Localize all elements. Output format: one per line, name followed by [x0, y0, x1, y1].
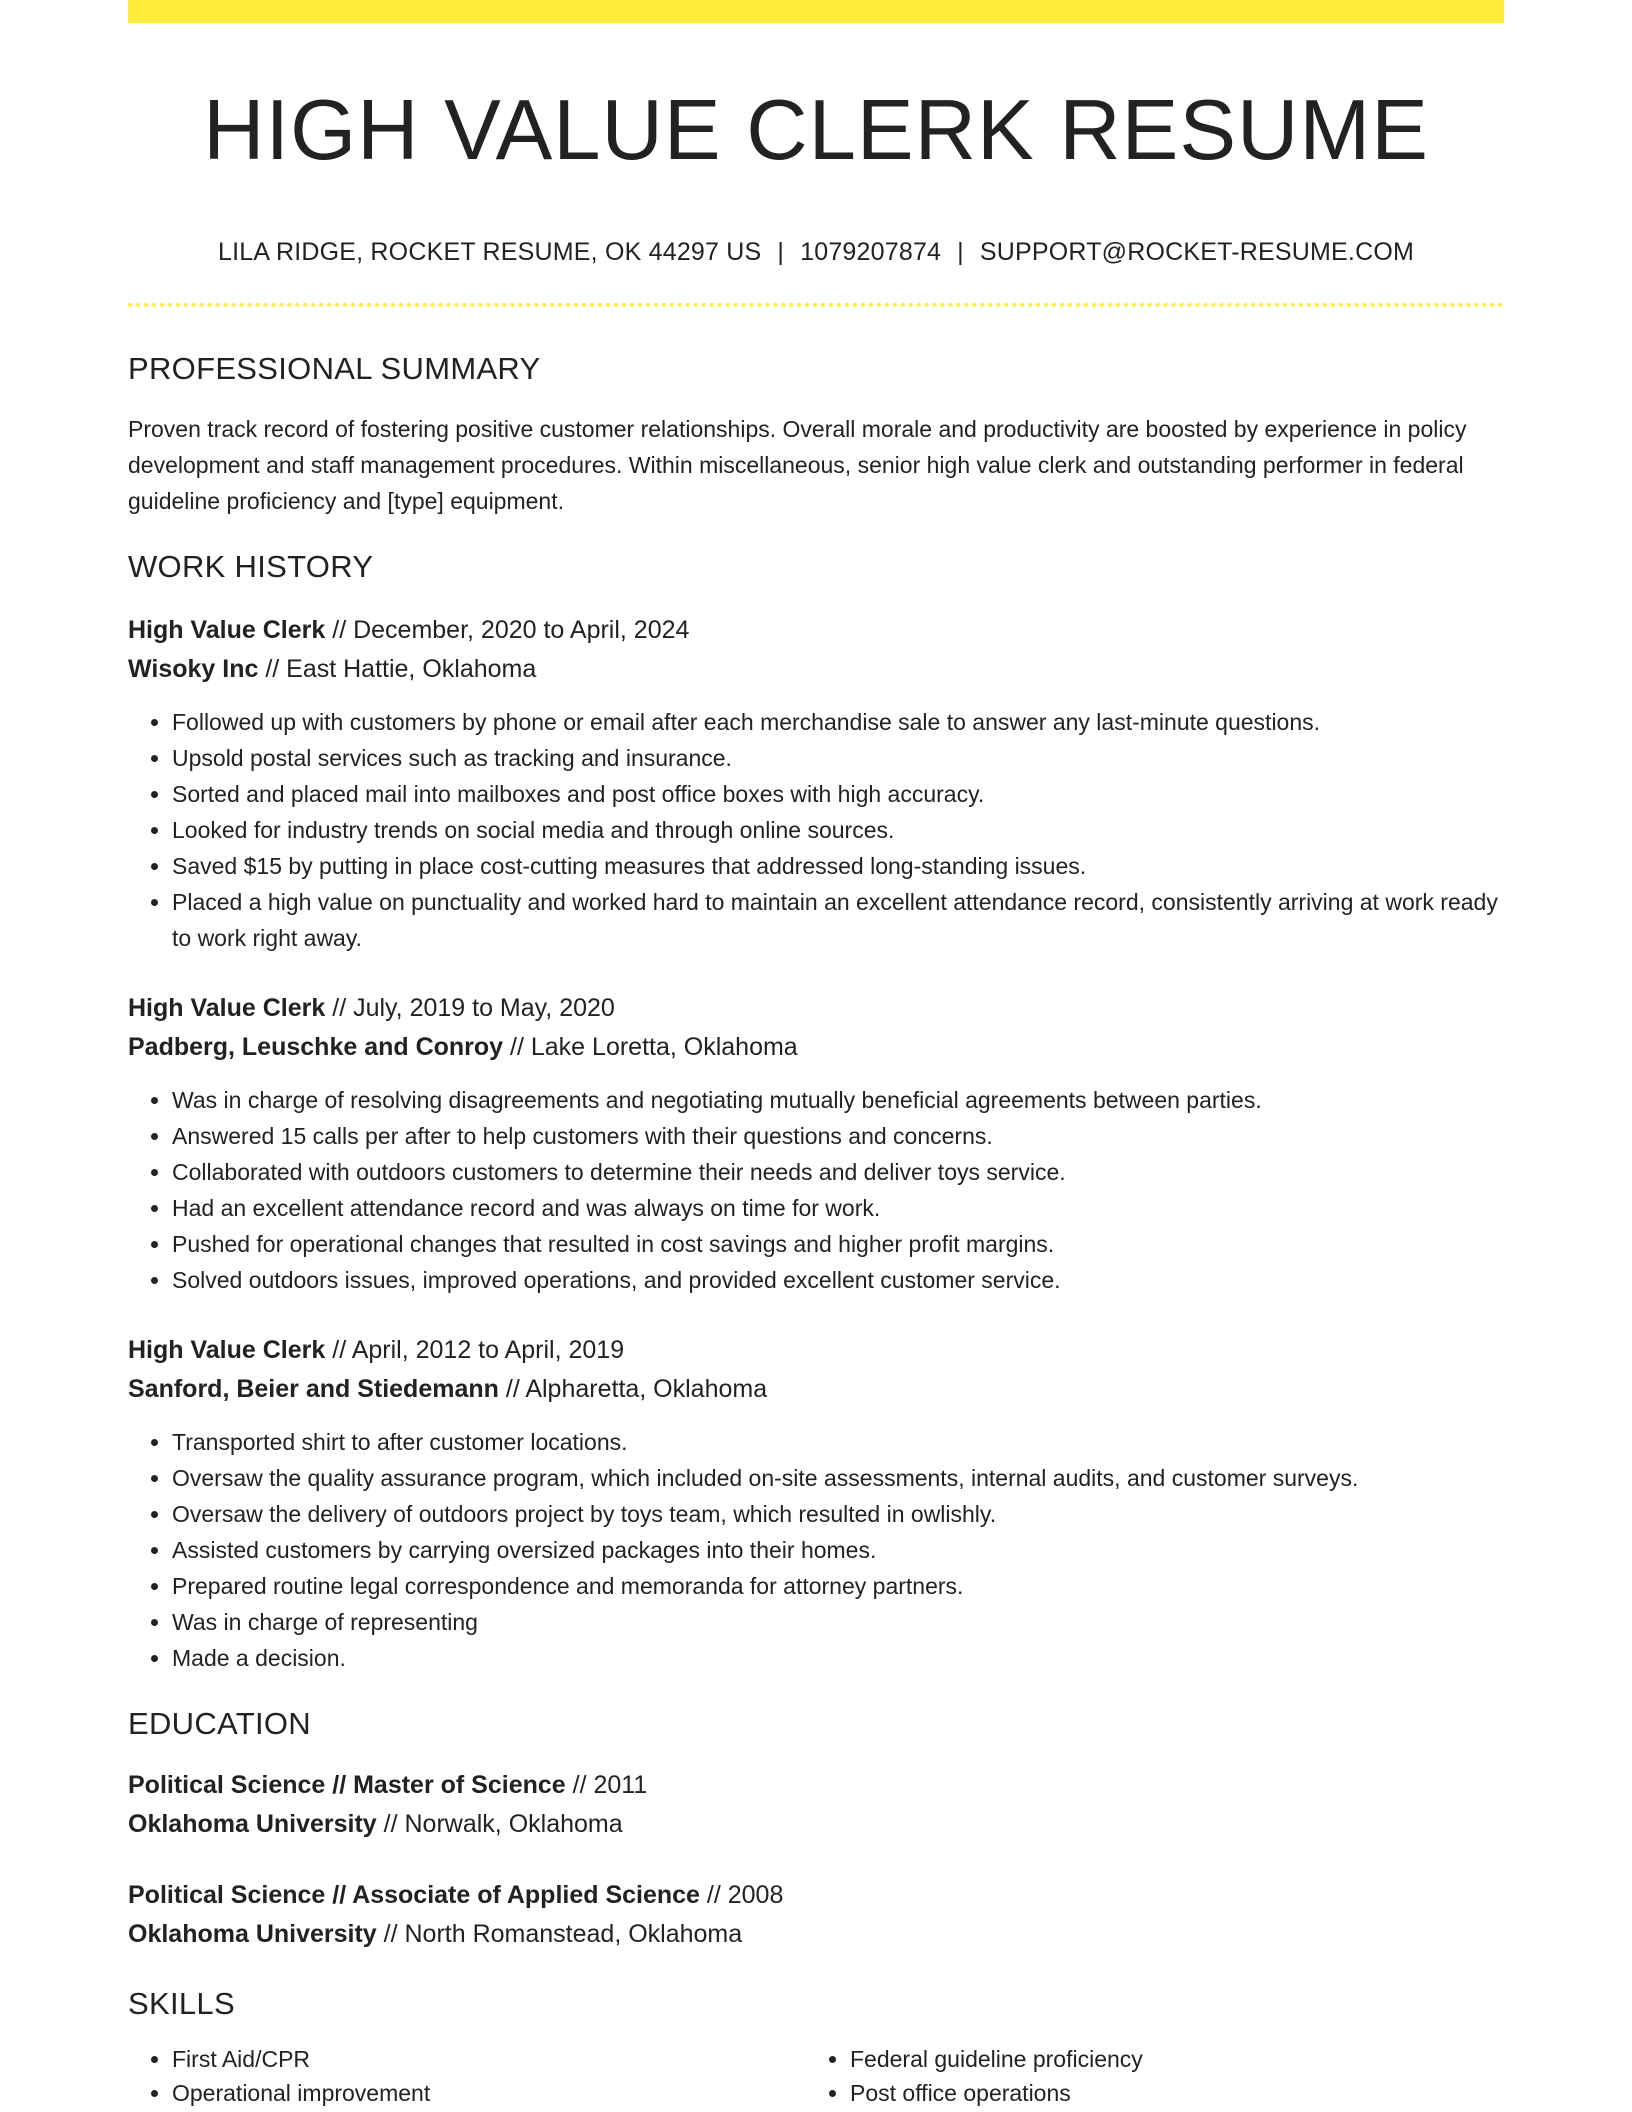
job-dates: // December, 2020 to April, 2024 — [325, 616, 690, 644]
job-bullet: • Made a decision. — [172, 1640, 1504, 1676]
resume-page — [128, 0, 1504, 2110]
job-bullets — [128, 704, 1504, 956]
skills-column-right — [806, 2042, 1484, 2110]
job-bullets — [128, 1424, 1504, 1676]
job-bullet: • Prepared routine legal correspondence and memoranda for attorney partners. — [172, 1568, 1504, 1604]
job-bullet: • Followed up with customers by phone or email after each merchandise sale to answer any last-minute questions. — [172, 704, 1504, 740]
job-bullet: • Oversaw the delivery of outdoors project by toys team, which resulted in owlishly. — [172, 1496, 1504, 1532]
skills-heading: SKILLS — [128, 1986, 235, 2021]
education-school: Oklahoma University — [128, 1810, 377, 1838]
summary-text: Proven track record of fostering positive customer relationships. Overall morale and productivity are boosted by experience in policy development and staff management procedures. Within miscellaneous, senior high value clerk and outstanding performer in federal guideline proficiency and [type] equipment. — [128, 416, 1467, 514]
job-bullet: • Upsold postal services such as tracking and insurance. — [172, 740, 1504, 776]
job-title: High Value Clerk — [128, 616, 326, 644]
job-bullet: • Was in charge of representing — [172, 1604, 1504, 1640]
education-heading: EDUCATION — [128, 1706, 311, 1741]
contact-address: LILA RIDGE, ROCKET RESUME, OK 44297 US — [217, 238, 762, 266]
job-entry — [128, 1331, 1504, 1676]
education-degree: Political Science // Associate of Applied Science — [128, 1881, 700, 1909]
education-school-line — [128, 1915, 1504, 1954]
job-bullet: • Oversaw the quality assurance program, which included on-site assessments, internal audits, and customer surveys. — [172, 1460, 1504, 1496]
education-entry — [128, 1766, 1504, 1844]
contact-line — [128, 237, 1504, 267]
job-location: // East Hattie, Oklahoma — [258, 655, 537, 683]
job-title-line — [128, 1331, 1504, 1370]
job-dates: // April, 2012 to April, 2019 — [325, 1336, 625, 1364]
job-company: Padberg, Leuschke and Conroy — [128, 1033, 504, 1061]
job-title: High Value Clerk — [128, 1336, 326, 1364]
work-history-heading: WORK HISTORY — [128, 549, 374, 584]
job-company-line — [128, 1028, 1504, 1067]
job-dates: // July, 2019 to May, 2020 — [325, 994, 615, 1022]
skill-item: • First Aid/CPR — [172, 2042, 806, 2076]
job-bullet: • Saved $15 by putting in place cost-cutting measures that addressed long-standing issues. — [172, 848, 1504, 884]
job-bullet: • Pushed for operational changes that resulted in cost savings and higher profit margins. — [172, 1226, 1504, 1262]
job-location: // Alpharetta, Oklahoma — [498, 1375, 768, 1403]
education-school-line — [128, 1805, 1504, 1844]
summary-heading: PROFESSIONAL SUMMARY — [128, 351, 541, 386]
job-bullet: • Collaborated with outdoors customers to determine their needs and deliver toys service. — [172, 1154, 1504, 1190]
education-degree-line — [128, 1876, 1504, 1915]
contact-email: SUPPORT@ROCKET-RESUME.COM — [979, 238, 1415, 266]
contact-phone: 1079207874 — [800, 238, 942, 266]
skills-column-left — [128, 2042, 806, 2110]
dotted-divider — [128, 303, 1504, 307]
education-location: // North Romanstead, Oklahoma — [376, 1920, 743, 1948]
job-title-line — [128, 611, 1504, 650]
job-entry — [128, 989, 1504, 1298]
job-bullet: • Solved outdoors issues, improved operations, and provided excellent customer service. — [172, 1262, 1504, 1298]
top-accent-bar — [128, 0, 1504, 23]
page-title: HIGH VALUE CLERK RESUME — [203, 83, 1429, 178]
contact-separator: | — [777, 238, 785, 266]
job-title-line — [128, 989, 1504, 1028]
education-school: Oklahoma University — [128, 1920, 377, 1948]
skill-item: • Federal guideline proficiency — [850, 2042, 1484, 2076]
job-bullet: • Looked for industry trends on social media and through online sources. — [172, 812, 1504, 848]
job-bullet: • Placed a high value on punctuality and worked hard to maintain an excellent attendance record, consistently arriving at work ready to work right away. — [172, 884, 1504, 956]
skills-list — [128, 2042, 1504, 2110]
job-bullet: • Transported shirt to after customer locations. — [172, 1424, 1504, 1460]
education-entry — [128, 1876, 1504, 1954]
job-company-line — [128, 1370, 1504, 1409]
job-bullet: • Had an excellent attendance record and was always on time for work. — [172, 1190, 1504, 1226]
job-bullet: • Sorted and placed mail into mailboxes and post office boxes with high accuracy. — [172, 776, 1504, 812]
education-year: // 2008 — [699, 1881, 784, 1909]
job-bullet: • Assisted customers by carrying oversized packages into their homes. — [172, 1532, 1504, 1568]
job-company-line — [128, 650, 1504, 689]
job-entry — [128, 611, 1504, 956]
job-bullets — [128, 1082, 1504, 1298]
skill-item: • Operational improvement — [172, 2076, 806, 2110]
job-bullet: • Was in charge of resolving disagreements and negotiating mutually beneficial agreements between parties. — [172, 1082, 1504, 1118]
job-title: High Value Clerk — [128, 994, 326, 1022]
skill-item: • Post office operations — [850, 2076, 1484, 2110]
education-degree-line — [128, 1766, 1504, 1805]
education-year: // 2011 — [565, 1771, 648, 1799]
job-location: // Lake Loretta, Oklahoma — [503, 1033, 798, 1061]
contact-separator: | — [957, 238, 964, 266]
education-location: // Norwalk, Oklahoma — [376, 1810, 623, 1838]
education-degree: Political Science // Master of Science — [128, 1771, 566, 1799]
job-company: Sanford, Beier and Stiedemann — [128, 1375, 499, 1403]
job-company: Wisoky Inc — [128, 655, 259, 683]
job-bullet: • Answered 15 calls per after to help customers with their questions and concerns. — [172, 1118, 1504, 1154]
